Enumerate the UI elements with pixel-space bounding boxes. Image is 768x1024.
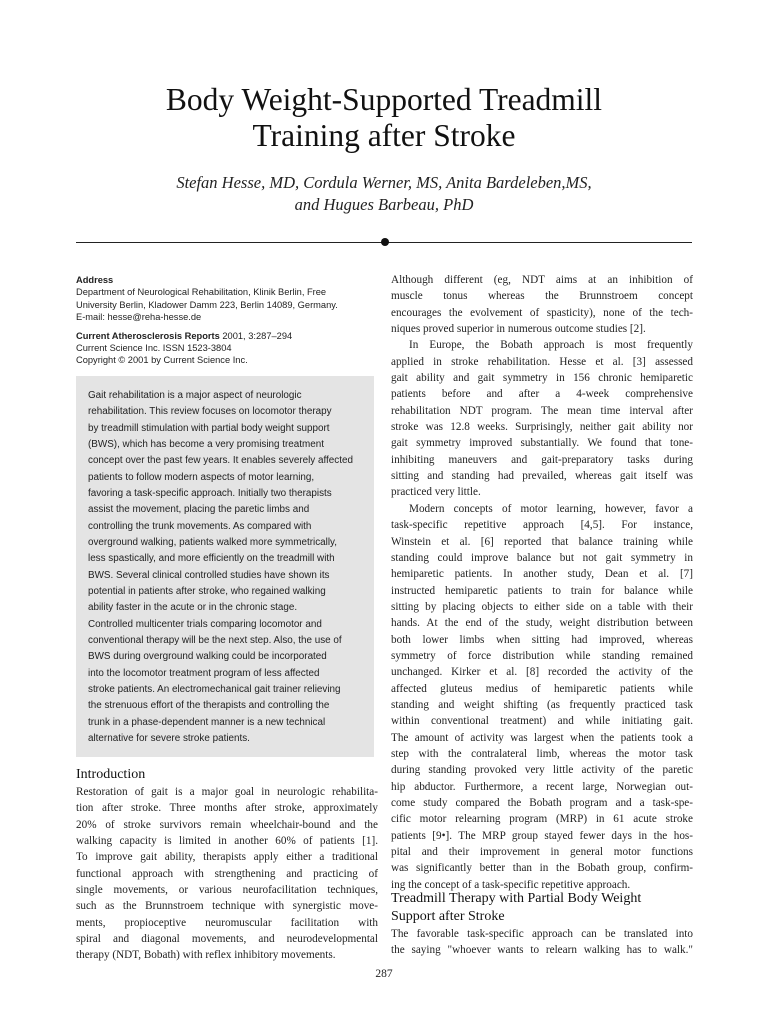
body-line: cific motor relearning program (MRP) in 61 acute stroke bbox=[391, 813, 693, 826]
body-line: symmetry of force distribution while standing remained bbox=[391, 649, 693, 662]
body-line: functional approach with strengthening and practicing of bbox=[76, 867, 378, 880]
introduction-body bbox=[76, 784, 378, 964]
abstract-line: BWS. Several clinical controlled studies have shown its bbox=[88, 569, 330, 581]
body-line: gait symmetry improved substantially. We found that tone- bbox=[391, 437, 693, 450]
article-title bbox=[0, 82, 768, 154]
body-line: walking capacity is limited in another 60% of patients [1]. bbox=[76, 835, 378, 848]
abstract-line: assist the movement, placing the paretic limbs and bbox=[88, 504, 310, 516]
author-list bbox=[0, 172, 768, 216]
body-line: tion after stroke. Three months after stroke, approximately bbox=[76, 802, 378, 815]
body-line: during standing provoked very little activity of the paretic bbox=[391, 764, 693, 777]
address-block bbox=[76, 274, 374, 367]
abstract-line: concept over the past few years. It enables severely affected bbox=[88, 455, 353, 467]
treadmill-section bbox=[391, 890, 693, 959]
body-line: was significantly better than in the Bobath group, confirm- bbox=[391, 862, 693, 875]
abstract-line: conventional therapy will be the next step. Also, the use of bbox=[88, 635, 342, 646]
abstract-line: Controlled multicenter trials comparing locomotor and bbox=[88, 618, 322, 630]
body-line: inhibiting maneuvers and gait-preparatory tasks during bbox=[391, 453, 693, 466]
abstract-line: less spastically, and more efficiently on the treadmill with bbox=[88, 553, 335, 565]
body-line: hands. At the end of the study, weight distribution between bbox=[391, 617, 693, 630]
body-line: task-specific repetitive approach [4,5]. For instance, bbox=[391, 519, 693, 532]
body-line: unchanged. Kirker et al. [8] recorded the activity of the bbox=[391, 666, 693, 679]
body-line: 20% of stroke survivors remain wheelchair-bound and the bbox=[76, 818, 378, 831]
title-line: Body Weight-Supported Treadmill bbox=[165, 82, 603, 117]
body-line: within conventional treatment) and while initiating gait. bbox=[391, 715, 693, 728]
body-line: Restoration of gait is a major goal in neurologic rehabilita- bbox=[76, 786, 378, 798]
journal-volume-pages: 2001, 3:287–294 bbox=[219, 330, 293, 341]
address-line: Department of Neurological Rehabilitation, Klinik Berlin, Free bbox=[76, 287, 327, 298]
body-line: sitting and standing had prevailed, whereas gait itself was bbox=[391, 470, 693, 483]
body-line: affected gluteus medius of hemiparetic patients while bbox=[391, 682, 693, 695]
body-line: patients [9•]. The MRP group stayed fewer days in the hos- bbox=[391, 829, 693, 842]
abstract-line: controlling the trunk movements. As compared with bbox=[88, 520, 312, 532]
abstract-box bbox=[76, 376, 374, 758]
left-sidebar bbox=[76, 274, 374, 757]
body-line: therapy (NDT, Bobath) with reflex inhibitory movements. bbox=[76, 949, 336, 962]
body-line: single movements, or various neurofacilitation techniques, bbox=[76, 884, 378, 897]
body-line: encourages the evolvement of spasticity), none of the tech- bbox=[391, 306, 693, 319]
body-line: Although different (eg, NDT aims at an inhibition of bbox=[391, 274, 693, 286]
body-line: pital and their improvement in general motor functions bbox=[391, 846, 693, 859]
treadmill-heading bbox=[391, 890, 693, 926]
body-line: hemiparetic patients. In another study, Dean et al. [7] bbox=[391, 568, 693, 581]
body-line: applied in stroke rehabilitation. Hesse et al. [3] assessed bbox=[391, 355, 693, 368]
body-line: come study compared the Bobath program and a task-spe- bbox=[391, 797, 693, 809]
treadmill-heading-line: Support after Stroke bbox=[391, 909, 505, 924]
body-line: stroke was 12.8 weeks. Surprisingly, neither gait ability nor bbox=[391, 421, 693, 434]
title-line: Training after Stroke bbox=[252, 118, 516, 153]
body-line: niques proved superior in numerous outcome studies [2]. bbox=[391, 323, 646, 336]
body-line: sitting by placing objects to either side on a table with their bbox=[391, 600, 693, 613]
abstract-line: Gait rehabilitation is a major aspect of neurologic bbox=[88, 389, 302, 401]
treadmill-heading-line: Treadmill Therapy with Partial Body Weight bbox=[391, 891, 642, 906]
body-line: Modern concepts of motor learning, however, favor a bbox=[409, 502, 693, 515]
body-line: muscle tonus whereas the Brunnstroem concept bbox=[391, 290, 693, 303]
page-number: 287 bbox=[375, 968, 393, 980]
introduction-heading: Introduction bbox=[76, 767, 146, 782]
body-line: The favorable task-specific approach can be translated into bbox=[391, 928, 693, 940]
body-line: hip abductor. Furthermore, a recent large, Norwegian out- bbox=[391, 780, 693, 793]
right-column-body bbox=[391, 272, 693, 893]
body-line: ing the concept of a task-specific repetitive approach. bbox=[391, 878, 631, 891]
abstract-line: stroke patients. An electromechanical gait trainer relieving bbox=[88, 684, 341, 696]
body-line: spiral and diagonal movements, and neurodevelopmental bbox=[76, 933, 378, 946]
abstract-line: trunk in a phase-dependent manner is a new technical bbox=[88, 716, 326, 728]
address-label: Address bbox=[76, 275, 114, 285]
abstract-line: rehabilitation. This review focuses on locomotor therapy bbox=[88, 406, 332, 418]
abstract-line: by treadmill stimulation with partial body weight support bbox=[88, 422, 330, 434]
introduction-section bbox=[76, 766, 378, 964]
body-line: standing and weight shifting (as frequently practiced task bbox=[391, 698, 693, 711]
divider-dot bbox=[381, 238, 389, 246]
abstract-line: overground walking, patients walked more symmetrically, bbox=[88, 536, 337, 548]
journal-issn: Current Science Inc. ISSN 1523-3804 bbox=[76, 343, 232, 354]
author-line: Stefan Hesse, MD, Cordula Werner, MS, Anita Bardeleben,MS, bbox=[176, 173, 592, 192]
body-line: the saying "whoever wants to relearn walking has to walk." bbox=[391, 944, 693, 957]
body-line: instructed hemiparetic patients to train for balance while bbox=[391, 584, 693, 597]
abstract-line: into the locomotor treatment program of less affected bbox=[88, 667, 320, 679]
email-line: E-mail: hesse@reha-hesse.de bbox=[76, 312, 202, 323]
abstract-line: favoring a task-specific approach. Initially two therapists bbox=[88, 487, 332, 499]
body-line: The amount of activity was largest when the patients took a bbox=[391, 731, 693, 744]
abstract-line: patients to follow modern aspects of motor learning, bbox=[88, 471, 315, 483]
body-line: rehabilitation NDT program. The mean time interval after bbox=[391, 404, 693, 417]
treadmill-body bbox=[391, 926, 693, 959]
body-line: patients before and after a 4-week comprehensive bbox=[391, 388, 693, 401]
abstract-line: ability faster in the acute or in the chronic stage. bbox=[88, 602, 298, 614]
body-line: standing could improve balance but not gait symmetry in bbox=[391, 551, 693, 564]
body-line: practiced very little. bbox=[391, 486, 481, 499]
body-line: step with the contralateral limb, whereas the motor task bbox=[391, 747, 693, 760]
abstract-line: BWS during overground walking could be incorporated bbox=[88, 651, 327, 663]
author-line: and Hugues Barbeau, PhD bbox=[294, 195, 474, 214]
body-line: gait ability and gait symmetry in 156 chronic hemiparetic bbox=[391, 372, 693, 385]
abstract-line: potential in patients after stroke, who regained walking bbox=[88, 585, 326, 597]
journal-name: Current Atherosclerosis Reports bbox=[76, 330, 220, 341]
abstract-line: alternative for severe stroke patients. bbox=[88, 733, 250, 745]
right-column bbox=[391, 272, 693, 893]
body-line: ments, propioceptive neuromuscular facilitation with bbox=[76, 916, 378, 929]
body-line: In Europe, the Bobath approach is most frequently bbox=[409, 339, 693, 352]
journal-citation bbox=[76, 330, 374, 342]
journal-copyright: Copyright © 2001 by Current Science Inc. bbox=[76, 355, 248, 366]
abstract-line: (BWS), which has become a very promising treatment bbox=[88, 438, 324, 450]
body-line: such as the Brunnstroem technique with synergistic move- bbox=[76, 900, 378, 913]
abstract-line: the strenuous effort of the therapists and controlling the bbox=[88, 700, 330, 712]
body-line: both lower limbs when sitting had improved, whereas bbox=[391, 633, 693, 646]
body-line: Winstein et al. [6] reported that balance training while bbox=[391, 535, 693, 548]
body-line: To improve gait ability, therapists apply either a traditional bbox=[76, 851, 378, 864]
address-line: University Berlin, Kladower Damm 223, Berlin 14089, Germany. bbox=[76, 299, 338, 310]
